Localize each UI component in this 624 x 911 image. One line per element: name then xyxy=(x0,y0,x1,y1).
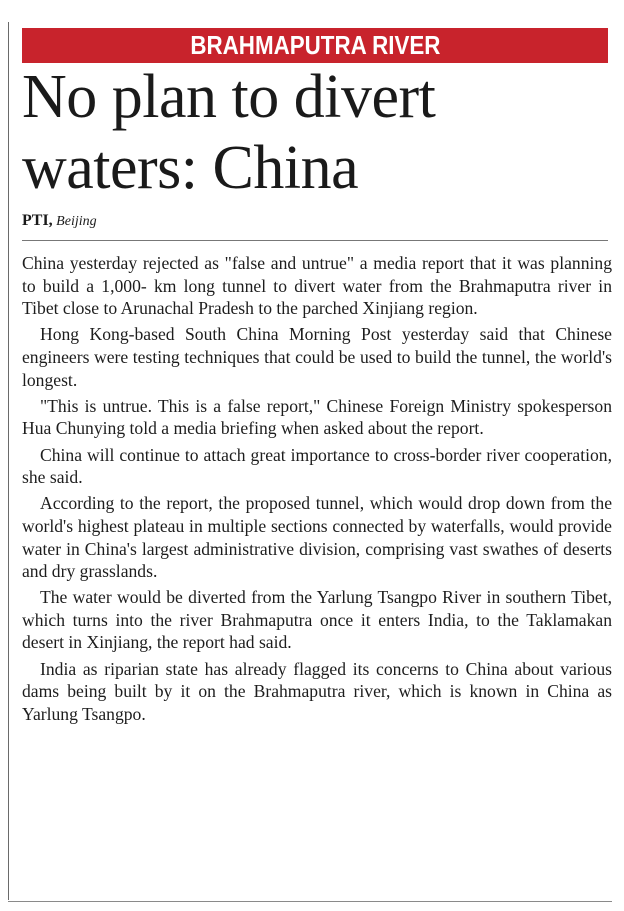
paragraph-7: India as riparian state has already flagged its concerns to China about various dams being built by it on the Brahmaputra river, which is known in China as Yarlung Tsangpo. xyxy=(22,658,612,724)
headline: No plan to divert waters: China xyxy=(22,63,436,202)
bottom-rule xyxy=(8,901,612,902)
paragraph-2: Hong Kong-based South China Morning Post yesterday said that Chinese engineers were testing techniques that could be used to build the tunnel, the world's longest. xyxy=(22,324,612,390)
paragraph-5: According to the report, the proposed tunnel, which would drop down from the world's highest plateau in multiple sections connected by waterfalls, would provide water in China's largest administrative division, comprising vast swathes of deserts and dry grasslands. xyxy=(22,493,612,582)
paragraph-6: The water would be diverted from the Yarlung Tsangpo River in southern Tibet, which turns into the river Brahmaputra once it enters India, to the Taklamakan desert in Xinjiang, the report had said. xyxy=(22,587,612,653)
byline xyxy=(22,212,97,231)
column-left-rule xyxy=(8,22,9,900)
byline-divider xyxy=(22,240,608,241)
paragraph-1: China yesterday rejected as "false and untrue" a media report that it was planning to build a 1,000- km long tunnel to divert water from the Brahmaputra river in Tibet close to Arunachal Pradesh to the parched Xinjiang region. xyxy=(22,253,612,319)
byline-dateline: Beijing xyxy=(56,214,97,229)
byline-agency: PTI, xyxy=(22,212,53,229)
paragraph-3: "This is untrue. This is a false report," Chinese Foreign Ministry spokesperson Hua Chunying told a media briefing when asked about the report. xyxy=(22,395,612,439)
article-body xyxy=(22,252,612,729)
section-kicker-banner xyxy=(22,28,608,63)
paragraph-4: China will continue to attach great importance to cross-border river cooperation, she said. xyxy=(22,444,612,488)
kicker-text: BRAHMAPUTRA RIVER xyxy=(189,30,441,60)
